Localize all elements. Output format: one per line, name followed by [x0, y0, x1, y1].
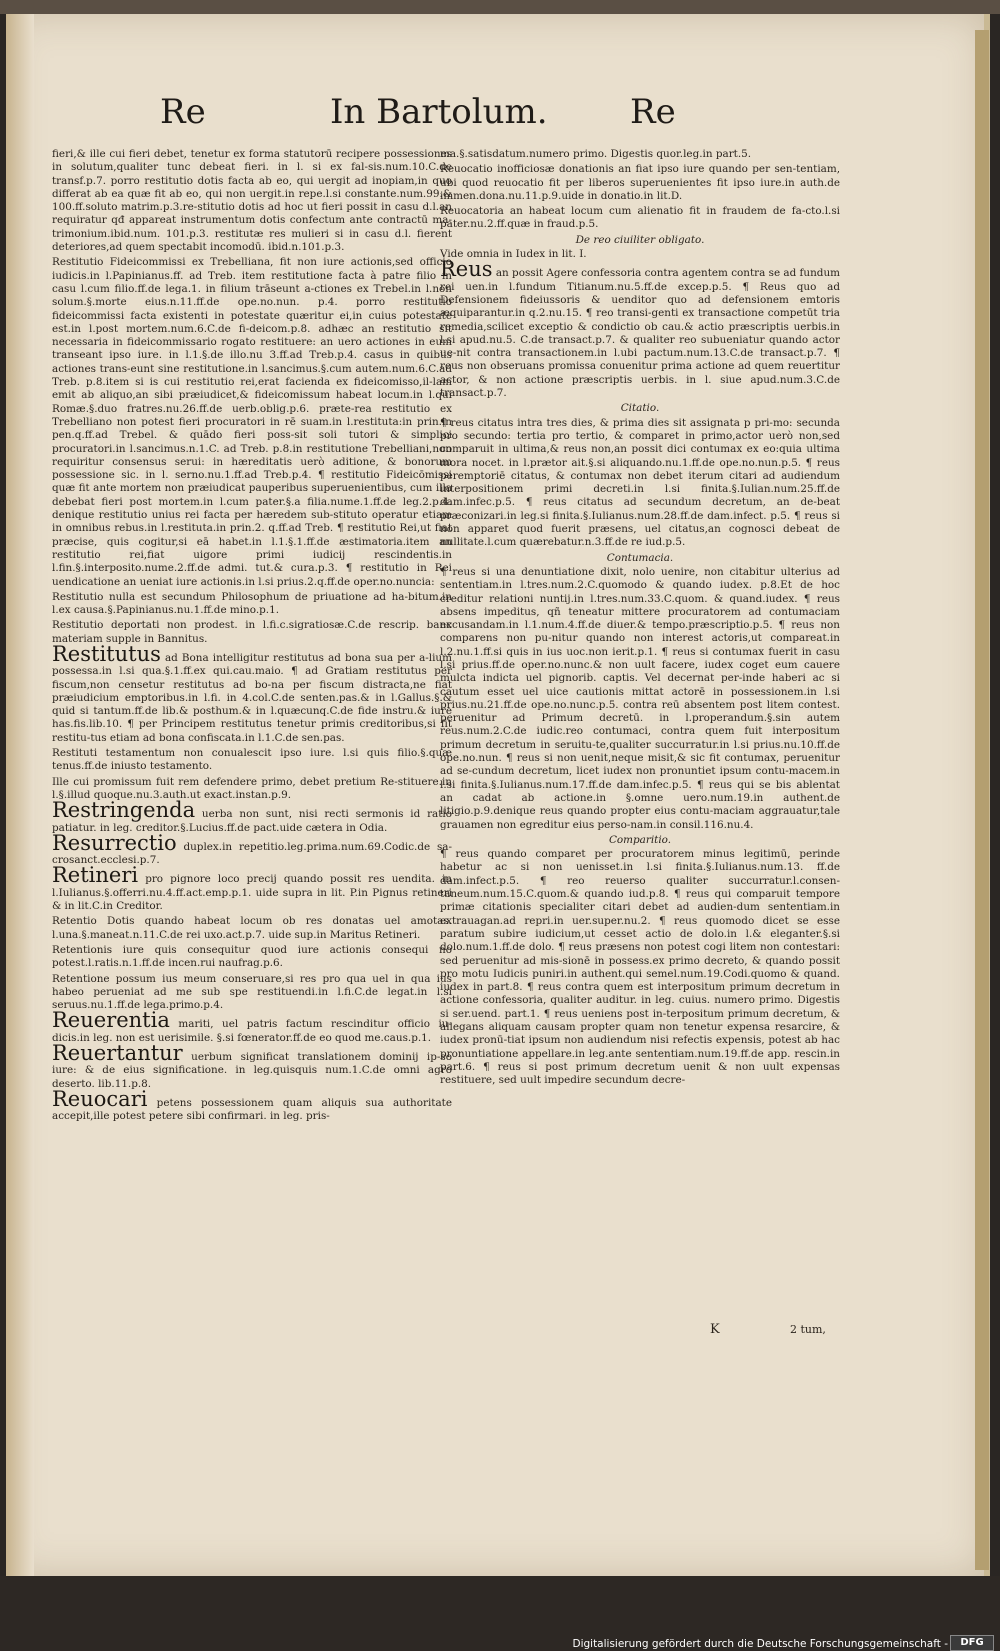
index-entry [440, 566, 840, 832]
index-entry [440, 205, 840, 232]
index-entry [52, 973, 452, 1013]
index-entry [52, 944, 452, 971]
entry-text: ma.§.satisdatum.numero primo. Digestis quor.leg.in part.5. [440, 148, 752, 160]
index-entry [440, 163, 840, 203]
section-heading: Comparitio. [608, 833, 672, 846]
entry-text: ¶ reus citatus intra tres dies, & prima dies sit assignata p pri-mo: secunda pro secundo: tertia pro tertio, & comparet in primo,actor uerò non,sed comparuit in ultima,& reus non,an possit dici contumax ex eo:quia ultima mora nocet. in l.prætor ait.§.si aliquando.nu.1.ff.de ope.no.nun.p.5. ¶ reus peremptoriē citatus, & contumax non debet iterum citari ad audiendum interpositionem primi decreti.in l.si finita.§.Iulian.num.25.ff.de dam.infec.p.5. ¶ reus citatus ad secundum decretum, an de-beat præconizari.in leg.si finita.§.Iulianus.num.28.ff.de dam.infect. p.5. ¶ reus si non apparet quod fuerit præsens, uel citatus,an cognosci debeat de nullitate.l.cum quærebatur.n.3.ff.de re iud.p.5. [440, 416, 840, 549]
entry-text: Restitutio deportati non prodest. in l.fi.c.sigratiosæ.C.de rescrip. banc materiam supple in Bannitus. [52, 619, 452, 645]
section-heading: Citatio. [620, 402, 660, 415]
index-entry [440, 248, 840, 261]
entry-text: Restitutio Fideicommissi ex Trebelliana, fit non iure actionis,sed officio iudicis.in l.Papinianus.ff. ad Treb. item restitutione facta à patre filio in casu l.cum filio.ff.de lega.1. in filium trāseunt a-ctiones ex Trebel.in l.non solum.§.morte eius.n.11.ff.de ope.no.nun. p.4. porro restitutio fideicommissi facta existenti in potestate quæritur ei,in cuius potestate est.in l.post mortem.num.6.C.de fi-deicom.p.8. adhæc an restitutio sit necessaria in fideicommissario rogato restituere: an uero actiones in eum transeant ipso iure. in l.1.§.de illo.nu 3.ff.ad Treb.p.4. casus in quibus actiones trans-eunt sine restitutione.in l.sancimus.§.cum autem.num.6.C.ad Treb. p.8.item si is cui restitutio rei,erat facienda ex fideicomisso,il-lam emit ab aliquo,an sibi præiudicet,& fideicomissum habeat locum.in l.qui Romæ.§.duo fratres.nu.26.ff.de uerb.oblig.p.6. præte-rea restitutio ex Trebelliano non potest fieri procuratori in rē suam.in l.restituta:in prin.in pen.q.ff.ad Trebel. & quādo fieri poss-sit soli tutori & simplici procuratori.in l.sancimus.n.1.C. ad Treb. p.8.in restitutione Trebelliani,non requiritur consensus serui: in hæreditatis uerò aditione, & bonorum possessione sic. in l. serno.nu.1.ff.ad Treb.p.4. ¶ restitutio Fideicōmissi quæ fit ante mortem non præiudicat pauperibus superuenientibus, cum illa debebat fieri post mortem.in l.cum pater.§.a filia.nume.1.ff.de leg.2.p.4. denique restitutio unius rei facta per hæredem sub-stituto operatur etiam in omnibus rebus.in l.restituta.in prin.2. q.ff.ad Treb. ¶ restitutio Rei,ut fiat præcise, quis cogitur,si eā habet.in l.1.§.1.ff.de æstimatoria.item an restitutio rei,fiat uigore primi iudicij rescindentis.in l.fin.§.interposito.nume.2.ff.de admi. tut.& cura.p.3. ¶ restitutio in Rei uendicatione an ueniat iure actionis.in l.si prius.2.q.ff.de oper.no.nuncia: [52, 256, 452, 588]
index-entry [52, 863, 452, 913]
entry-lemma: Reuocari [52, 1086, 148, 1111]
entry-lemma: Reuertantur [52, 1041, 183, 1065]
entry-text: Ille cui promissum fuit rem defendere primo, debet pretium Re-stituere.in l.§.illud quoque.nu.3.auth.ut exact.instan.p.9. [52, 775, 452, 801]
header-right: Re [630, 92, 676, 132]
header-left: Re [160, 92, 206, 132]
entry-text: Vide omnia in Iudex in lit. I. [440, 248, 587, 261]
dfg-logo: DFG [950, 1635, 994, 1651]
entry-text: Reuocatio inofficiosæ donationis an fiat ipso iure quando per sen-tentiam, ubi quod reuocatio fit per liberos superuenientes fit ipso iure.in auth.de immen.dona.nu.11.p.9.uide in donatio.in lit.D. [440, 163, 840, 202]
entry-text: mariti, uel patris factum rescinditur officio iu-dicis.in leg. non est uerisimile. §.si fœnerator.ff.de eo quod me.caus.p.1. [52, 1018, 452, 1044]
entry-text: ¶ reus quando comparet per procuratorem minus legitimū, perinde habetur ac si non uenisset.in l.si finita.§.Iulianus.num.13. ff.de dam.infect.p.5. ¶ reo reuerso qualiter succurratur.l.consen-taneum.num.15.C.quom.& quando iud.p.8. ¶ reus qui comparuit tempore primæ citationis specialiter citari debet ad audien-dum sententiam.in extrauagan.ad repri.in uer.super.nu.2. ¶ reus quomodo dicet se esse paratum subire iudicium,ut cesset actio de dolo.in l.& eleganter.§.si dolo.num.1.ff.de dolo. ¶ reus præsens non potest cogi litem non contestari: sed peruenitur ad mis-sionē in possess.ex primo decreto, & quando possit pro motu Iudicis puniri.in authent.qui semel.num.19.Codi.quomo & quand. iudex in part.8. ¶ reus contra quem est interpositum primum decretum in actione confessoria, qualiter auditur. in leg. cuius. numero primo. Digestis si ser.uend. part.1. ¶ reus ueniens post in-terpositum primum decretum, & allegans aliquam causam propter quam non tenetur expensa resarcire, & iudex pronū-tiat ipsum non audiendum nisi refectis expensis, potest ab hac pronuntiatione appellare.in leg.ante sententiam.num.19.ff.de app. rescin.in part.6. ¶ reus si post primum decretum uenit & non uult expensas restituere, sed uult impedire secundum decre- [440, 848, 840, 1087]
page-gutter [6, 14, 34, 1576]
entry-text: uerba non sunt, nisi recti sermonis id ratio patiatur. in leg. creditor.§.Lucius.ff.de pact.uide cætera in Odia. [52, 808, 452, 834]
index-entry [440, 417, 840, 550]
entry-text: Retentione possum ius meum conseruare,si res pro qua uel in qua ius habeo perueniat ad me sub spe restituendi.in l.fi.C.de legat.in l.si seruus.nu.1.ff.de lega.primo.p.4. [52, 972, 452, 1012]
index-entry [52, 148, 452, 254]
index-entry [52, 1041, 452, 1091]
entry-text: fieri,& ille cui fieri debet, tenetur ex forma statutorū recipere possessiones in solutum,qualiter tunc debeat fieri. in l. si ex fal-sis.num.10.C.de transf.p.7. porro restitutio dotis facta ab eo, qui uergit ad inopiam,in quo differat ab ea quæ fit ab eo, qui non uergit.in repe.l.si constante.num.99.& 100.ff.soluto matrim.p.3.re-stitutio dotis ad hoc ut fieri possit in casu d.l.an requiratur qđ appareat instrumentum dotis confectum ante contractū ma-trimonium.ibid.num. 101.p.3. restitutæ res mulieri si in casu d.l. fierent deteriores,ad quem spectabit incomodū. ibid.n.101.p.3. [52, 148, 452, 254]
left-column [52, 148, 452, 1125]
section-heading: De reo ciuiliter obligato. [575, 233, 705, 246]
entry-text: uerbum significat translationem dominij ip-so iure: & de eius significatione. in leg.quisquis num.1.C.de omni agro deserto. lib.11.p.8. [52, 1051, 452, 1090]
section-heading: Contumacia. [606, 551, 674, 564]
top-scan-edge [0, 0, 1000, 14]
entry-lemma: Reus [440, 257, 493, 282]
index-entry [52, 747, 452, 774]
index-entry [440, 257, 840, 400]
entry-text: ¶ reus si una denuntiatione dixit, nolo uenire, non citabitur ulterius ad sententiam.in l.tres.num.2.C.quomodo & quando iudex. p.8.Et de hoc creditur relationi nuntij.in l.tres.num.33.C.quom. & quand.iudex. ¶ reus absens impeditus, qñ teneatur mittere procuratorem ad contumaciam excusandam.in l.1.num.4.ff.de diuer.& tempo.præscriptio.p.5. ¶ reus non comparens non pu-nitur quando non interest actoris,ut compareat.in l.2.nu.1.ff.si quis in ius uoc.non ierit.p.1. ¶ reus si contumax fuerit in casu l.si prius.ff.de oper.no.nunc.& non uult facere, iudex coget eum cauere mulcta indicta uel pignorib. captis. Vel decernat per-inde haberi ac si cautum esset uel uice cautionis mittat actorē in possessionem.in l.si prius.nu.21.ff.de ope.no.nunc.p.5. contra reū absentem post litem contest. peruenitur ad Primum decretū. in l.properandum.§.sin autem reus.num.2.C.de iudic.reo contumaci, contra quem fuit interpositum primum decretum in seruitu-te,qualiter succurratur.in l.si prius.nu.10.ff.de ope.no.nun. ¶ reus si non uenit,neque misit,& sic fit contumax, peruenitur ad se-cundum decretum, licet iudex non pronuntiet ipsum contu-macem.in l.si finita.§.Iulianus.num.17.ff.de dam.infec.p.5. ¶ reus qui se bis ablentat an cadat ab actione.in §.omne uero.num.19.in authent.de litigio.p.9.denique reus quando propter eius contu-maciam aggrauatur,tale grauamen non egreditur eius perso-nam.in consil.116.nu.4. [440, 565, 840, 831]
index-entry [440, 848, 840, 1087]
index-entry [52, 256, 452, 588]
entry-text: duplex.in repetitio.leg.prima.num.69.Codic.de sa-crosanct.ecclesi.p.7. [52, 840, 452, 867]
running-header [160, 92, 720, 142]
right-column [440, 148, 840, 1089]
entry-lemma: Restitutus [52, 641, 161, 666]
page-fold-edge [975, 30, 989, 1570]
entry-lemma: Restringenda [52, 798, 196, 823]
catchword: 2 tum, [790, 1323, 826, 1336]
header-title: In Bartolum. [330, 92, 548, 132]
index-entry [440, 148, 840, 161]
signature-mark: K [710, 1322, 720, 1337]
entry-text: petens possessionem quam aliquis sua authoritate accepit,ille potest petere sibi confirmari. in leg. pris- [52, 1096, 452, 1123]
digitization-credit: Digitalisierung gefördert durch die Deutsche Forschungsgemeinschaft - [572, 1638, 948, 1650]
entry-text: Restituti testamentum non conualescit ipso iure. l.si quis filio.§.quæ tenus.ff.de iniusto testamento. [52, 747, 452, 773]
entry-text: pro pignore loco precij quando possit res uendita. in l.Iulianus.§.offerri.nu.4.ff.act.emp.p.1. uide supra in lit. P.in Pignus retineri & in lit.C.in Creditor. [52, 873, 452, 913]
index-entry [52, 591, 452, 618]
index-entry [52, 641, 452, 745]
entry-text: an possit Agere confessoria contra agentem contra se ad fundum rei uen.in l.fundum Titianum.nu.5.ff.de excep.p.5. ¶ Reus quo ad Defensionem fideiussoris & uenditor quo ad defensionem emtoris æquiparantur.in q.2.nu.15. ¶ reo transi-genti ex transactione competūt tria remedia,scilicet exceptio & condictio ob cau.& actio præscriptis uerbis.in l.si apud.nu.5. C.de transact.p.7. & qualiter reo subueniatur quando actor ue-nit contra transactionem.in l.ubi pactum.num.13.C.de transact.p.7. ¶ reus non obseruans promissa conuenitur prima actione ad quem reuertitur actor, & non actione præscriptis uerbis. in l. siue apud.num.3.C.de transact.p.7. [440, 267, 840, 400]
index-entry [52, 915, 452, 942]
index-entry [52, 1086, 452, 1124]
entry-text: Retentionis iure quis consequitur quod iure actionis consequi no potest.l.ratis.n.1.ff.de incen.rui naufrag.p.6. [52, 943, 452, 970]
entry-text: Reuocatoria an habeat locum cum alienatio fit in fraudem de fa-cto.l.si pater.nu.2.ff.quæ in fraud.p.5. [440, 205, 840, 231]
entry-lemma: Reuerentia [52, 1008, 170, 1033]
entry-lemma: Resurrectio [52, 830, 177, 855]
entry-text: ad Bona intelligitur restitutus ad bona sua per a-lium possessa.in l.si qua.§.1.ff.ex qui.cau.maio. ¶ ad Gratiam restitutus per fiscum,non censetur restitutus ad bo-na per fiscum distracta,ne fiat præiudicium emptoribus.in l.fi. in 4.col.C.de senten.pas.& in l.Gallus.§.& quid si tantum.ff.de lib.& posthum.& in l.quæcunq.C.de fide instru.& iure has.fis.lib.10. ¶ per Principem restitutus tenetur primis creditoribus,si fit restitu-tus etiam ad bona confiscata.in l.1.C.de sen.pas. [52, 651, 452, 744]
entry-text: Restitutio nulla est secundum Philosophum de priuatione ad ha-bitum.in l.ex causa.§.Papinianus.nu.1.ff.de mino.p.1. [52, 590, 452, 617]
entry-lemma: Retineri [52, 863, 139, 888]
entry-text: Retentio Dotis quando habeat locum ob res donatas uel amotas. l.una.§.maneat.n.11.C.de rei uxo.act.p.7. uide sup.in Maritus Retineri. [52, 915, 452, 941]
